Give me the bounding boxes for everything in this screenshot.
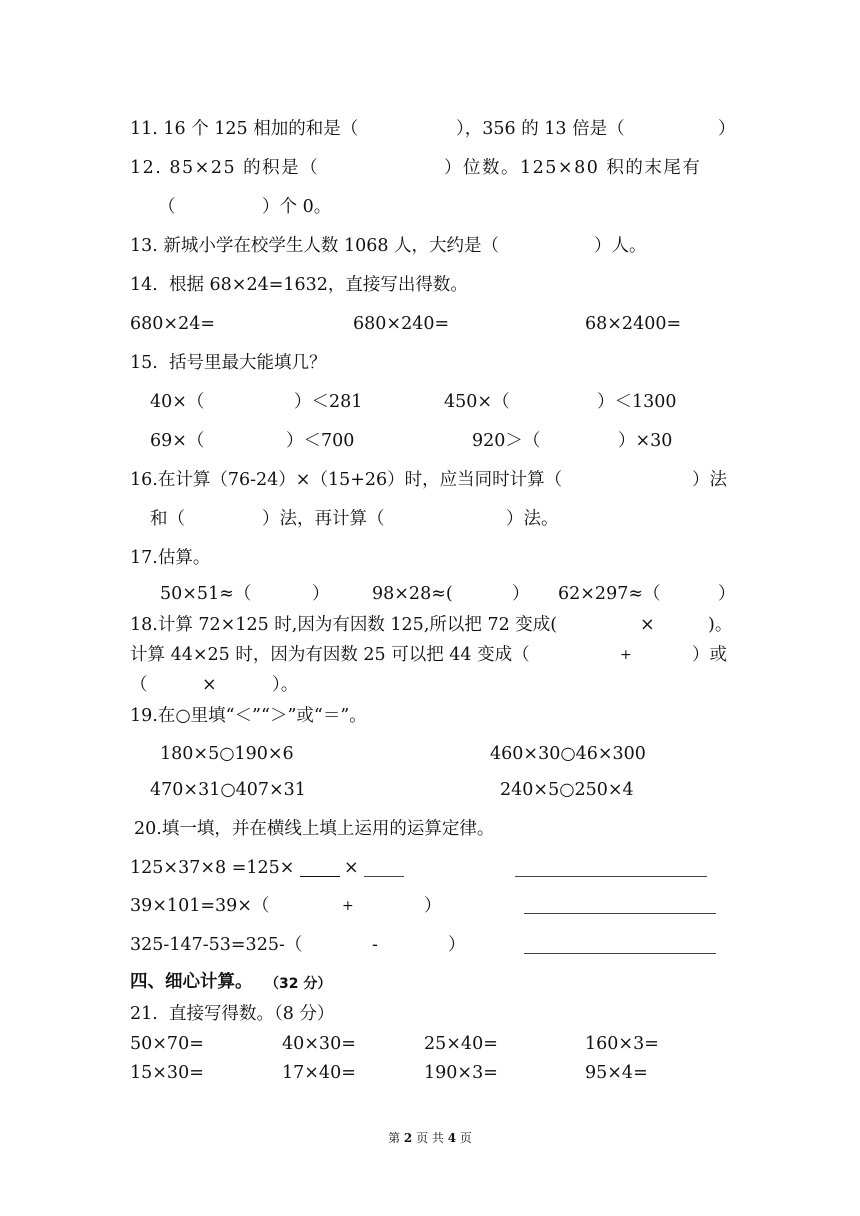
q19-compare-2: 460×30○46×300	[490, 744, 646, 764]
q11-part-c: ）	[718, 119, 736, 139]
q19-compare-3: 470×31○407×31	[150, 780, 306, 800]
footer-total-pages: 4	[447, 1131, 457, 1145]
q20-title: 20.填一填，并在横线上填上运用的运算定律。	[134, 819, 495, 839]
q21-row2-item: 15×30=	[130, 1063, 204, 1083]
q21-row1-item: 160×3=	[585, 1034, 659, 1054]
footer-middle: 页 共	[412, 1131, 448, 1145]
q18-part-b: ×	[640, 615, 655, 635]
q18-part-e: +	[620, 647, 632, 663]
q21-row2-item: 95×4=	[585, 1063, 648, 1083]
footer-suffix: 页	[456, 1131, 472, 1145]
q16-part-b: ）法	[692, 470, 727, 490]
q20-expr-3a: 325-147-53=325-（	[130, 935, 303, 955]
q20-expr-3c: ）	[448, 935, 466, 955]
q18-part-h: ×	[202, 675, 217, 695]
footer-prefix: 第	[388, 1131, 404, 1145]
page-footer	[0, 1129, 860, 1146]
q15-row1-c: 450×（	[444, 392, 510, 412]
q12-part-d: ）个 0。	[262, 197, 332, 217]
q21-row1-item: 40×30=	[282, 1034, 356, 1054]
q14-expr-3: 68×2400=	[585, 314, 682, 334]
q20-law-line-1	[515, 876, 707, 877]
q11-part-b: ），356 的 13 倍是（	[456, 119, 625, 139]
q16-part-e: ）法。	[506, 509, 559, 529]
q17-est-2a: 98×28≈(	[372, 584, 453, 604]
q21-row1-item: 50×70=	[130, 1034, 204, 1054]
q15-row2-d: ）×30	[618, 431, 673, 451]
q16-part-a: 16.在计算（76-24）×（15+26）时，应当同时计算（	[130, 470, 563, 490]
q18-part-f: ）或	[692, 645, 727, 665]
q20-expr-2a: 39×101=39×（	[130, 896, 270, 916]
q20-expr-2b: +	[342, 898, 354, 914]
q19-compare-1: 180×5○190×6	[160, 744, 294, 764]
q17-est-1a: 50×51≈（	[160, 584, 252, 604]
q20-blank-line-1	[300, 876, 340, 877]
q16-part-d: ）法，再计算（	[262, 509, 385, 529]
section-4-score: （32 分）	[265, 976, 332, 992]
q13-part-b: ）人。	[594, 236, 647, 256]
q15-row2-a: 69×（	[150, 431, 205, 451]
q21-title: 21. 直接写得数。（8 分）	[130, 1004, 335, 1024]
q16-part-c: 和（	[150, 509, 185, 529]
q17-est-2b: ）	[512, 584, 530, 604]
q21-row2-item: 17×40=	[282, 1063, 356, 1083]
q20-law-line-2	[524, 913, 716, 914]
q21-row1-item: 25×40=	[424, 1034, 498, 1054]
q20-expr-3b: -	[372, 935, 378, 955]
q20-expr-2c: ）	[424, 896, 442, 916]
q18-part-c: )。	[708, 615, 733, 635]
q15-row2-b: ）＜700	[286, 431, 355, 451]
q18-part-d: 计算 44×25 时，因为有因数 25 可以把 44 变成（	[130, 645, 530, 665]
q20-expr-1b: ×	[344, 858, 359, 878]
q14-expr-1: 680×24=	[130, 314, 215, 334]
q17-title: 17.估算。	[130, 548, 211, 568]
q13-part-a: 13. 新城小学在校学生人数 1068 人，大约是（	[130, 236, 500, 256]
q15-row1-d: ）＜1300	[597, 392, 677, 412]
q15-row1-a: 40×（	[150, 392, 205, 412]
q20-blank-line-2	[364, 876, 404, 877]
q19-title: 19.在○里填“＜”“＞”或“＝”。	[130, 706, 367, 726]
q14-title: 14. 根据 68×24=1632，直接写出得数。	[130, 275, 468, 295]
q12-part-c: （	[158, 197, 176, 217]
footer-page-number: 2	[403, 1131, 413, 1145]
q15-row1-b: ）＜281	[294, 392, 363, 412]
section-4-title: 四、细心计算。	[130, 972, 253, 992]
q15-title: 15. 括号里最大能填几？	[130, 353, 327, 373]
q18-part-a: 18.计算 72×125 时,因为有因数 125,所以把 72 变成(	[130, 615, 558, 635]
q14-expr-2: 680×240=	[353, 314, 450, 334]
q21-row2-item: 190×3=	[424, 1063, 498, 1083]
q15-row2-c: 920＞（	[472, 431, 541, 451]
q19-compare-4: 240×5○250×4	[500, 780, 634, 800]
q20-expr-1a: 125×37×8 =125×	[130, 858, 295, 878]
q12-part-b: ）位数。125×80 积的末尾有	[444, 158, 702, 178]
q18-part-g: （	[130, 675, 148, 695]
q20-law-line-3	[524, 953, 716, 954]
q11-part-a: 11. 16 个 125 相加的和是（	[130, 119, 359, 139]
q17-est-1b: ）	[312, 584, 330, 604]
q17-est-3b: ）	[718, 584, 736, 604]
q12-part-a: 12. 85×25 的积是（	[130, 158, 320, 178]
q18-part-i: ）。	[272, 675, 299, 695]
q17-est-3a: 62×297≈（	[558, 584, 661, 604]
